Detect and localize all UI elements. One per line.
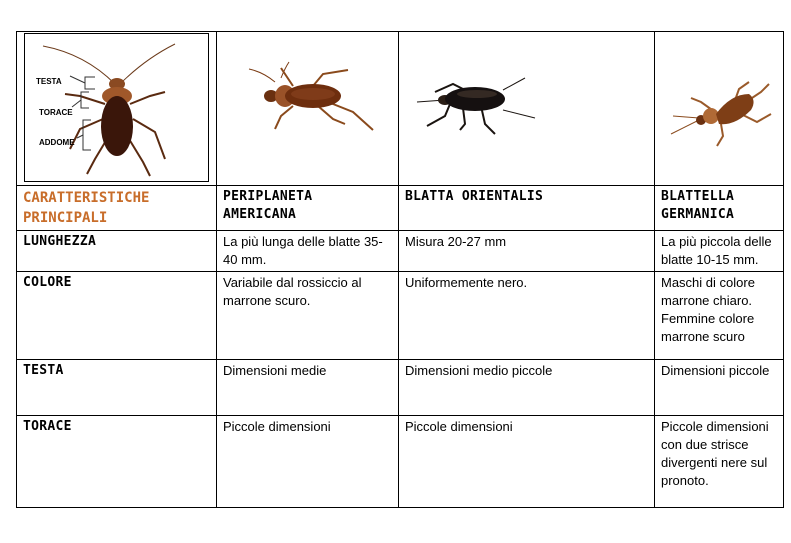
row-label-thorax: TORACE xyxy=(17,416,217,508)
anatomy-label-head: TESTA xyxy=(36,77,62,86)
table-row xyxy=(17,272,784,360)
cell-color-german: Maschi di colore marrone chiaro. Femmine colore marrone scuro xyxy=(655,272,784,360)
oriental-cockroach-cell xyxy=(399,32,655,186)
cell-length-oriental: Misura 20-27 mm xyxy=(399,231,655,272)
cell-thorax-oriental: Piccole dimensioni xyxy=(399,416,655,508)
header-label: CARATTERISTICHE PRINCIPALI xyxy=(23,190,150,226)
header-label-cell xyxy=(17,186,217,231)
american-cockroach-icon xyxy=(223,34,405,183)
species-header-oriental: BLATTA ORIENTALIS xyxy=(399,186,655,231)
anatomy-image xyxy=(24,33,209,182)
table-row xyxy=(17,231,784,272)
table-row xyxy=(17,360,784,416)
german-cockroach-icon xyxy=(661,34,790,183)
row-label-length: LUNGHEZZA xyxy=(17,231,217,272)
oriental-cockroach-icon xyxy=(405,34,661,183)
row-label-head: TESTA xyxy=(17,360,217,416)
cell-head-german: Dimensioni piccole xyxy=(655,360,784,416)
anatomy-cell xyxy=(17,32,217,186)
american-cockroach-cell xyxy=(217,32,399,186)
species-header-american: PERIPLANETA AMERICANA xyxy=(217,186,399,231)
table-row xyxy=(17,416,784,508)
cell-thorax-american: Piccole dimensioni xyxy=(217,416,399,508)
header-row xyxy=(17,186,784,231)
cell-head-oriental: Dimensioni medio piccole xyxy=(399,360,655,416)
cell-head-american: Dimensioni medie xyxy=(217,360,399,416)
comparison-table xyxy=(16,31,784,508)
german-cockroach-cell xyxy=(655,32,784,186)
cell-color-american: Variabile dal rossiccio al marrone scuro. xyxy=(217,272,399,360)
row-label-color: COLORE xyxy=(17,272,217,360)
cell-thorax-german: Piccole dimensioni con due strisce divergenti nere sul pronoto. xyxy=(655,416,784,508)
cell-color-oriental: Uniformemente nero. xyxy=(399,272,655,360)
cell-length-german: La più piccola delle blatte 10-15 mm. xyxy=(655,231,784,272)
anatomy-label-abdomen: ADDOME xyxy=(39,138,75,147)
anatomy-label-thorax: TORACE xyxy=(39,108,73,117)
image-row xyxy=(17,32,784,186)
cell-length-american: La più lunga delle blatte 35-40 mm. xyxy=(217,231,399,272)
species-header-german: BLATTELLA GERMANICA xyxy=(655,186,784,231)
